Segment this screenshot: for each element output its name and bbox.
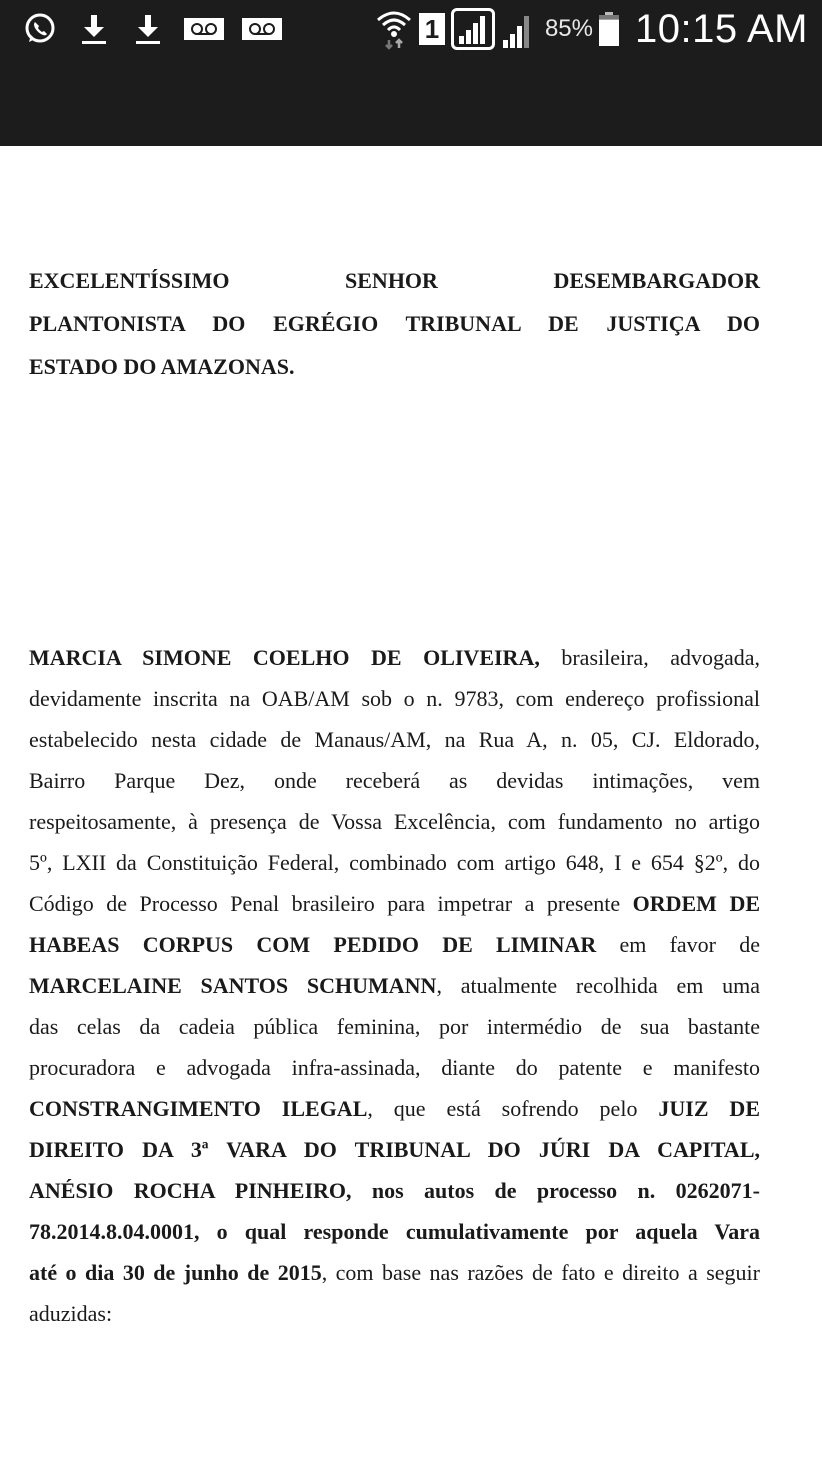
app-toolbar <box>0 58 822 146</box>
body-text: das celas da cadeia pública feminina, por intermédio de sua bastante <box>29 1014 760 1039</box>
paragraph-line <box>29 1047 760 1088</box>
document-heading <box>29 259 760 388</box>
body-text: , com base nas razões de fato e direito a seguir <box>321 1260 760 1285</box>
paragraph-line <box>29 678 760 719</box>
voicemail-icon <box>242 18 282 40</box>
bold-text: HABEAS CORPUS COM PEDIDO DE LIMINAR <box>29 932 597 957</box>
heading-line: ESTADO DO AMAZONAS. <box>29 354 295 379</box>
body-text: brasileira, advogada, <box>539 645 761 670</box>
clock: 10:15 AM <box>634 6 808 51</box>
paragraph-line <box>29 1293 760 1334</box>
body-text: Código de Processo Penal brasileiro para impetrar a presente <box>29 891 633 916</box>
paragraph-line <box>29 883 760 924</box>
heading-line: PLANTONISTA DO EGRÉGIO TRIBUNAL DE JUSTIÇA DO <box>29 311 760 336</box>
paragraph-line <box>29 637 760 678</box>
bold-text: ORDEM DE <box>632 891 761 916</box>
notification-icons <box>22 10 282 48</box>
paragraph-line <box>29 1088 760 1129</box>
bold-text: até o dia 30 de junho de 2015 <box>29 1260 322 1285</box>
paragraph-line <box>29 842 760 883</box>
bold-text: JUIZ DE <box>658 1096 760 1121</box>
paragraph-line <box>29 965 760 1006</box>
heading-word: DESEMBARGADOR <box>553 268 761 293</box>
document-body-paragraph <box>29 637 760 1334</box>
heading-word: SENHOR <box>345 268 438 293</box>
heading-word: EXCELENTÍSSIMO <box>29 268 230 293</box>
battery-fill <box>599 20 619 46</box>
signal-icon <box>451 8 495 50</box>
body-text: Bairro Parque Dez, onde receberá as devidas intimações, vem <box>29 768 760 793</box>
download-icon <box>130 11 166 47</box>
bold-text: 78.2014.8.04.0001, o qual responde cumulativamente por aquela Vara <box>29 1219 760 1244</box>
heading-line <box>29 259 760 302</box>
paragraph-line <box>29 924 760 965</box>
status-bar <box>0 0 822 58</box>
body-text: em favor de <box>596 932 760 957</box>
paragraph-line <box>29 1252 760 1293</box>
paragraph-line <box>29 1211 760 1252</box>
wifi-icon <box>375 8 413 50</box>
paragraph-line <box>29 1129 760 1170</box>
paragraph-line <box>29 760 760 801</box>
bold-text: MARCELAINE SANTOS SCHUMANN <box>29 973 437 998</box>
sim-1-icon: 1 <box>419 13 445 45</box>
download-icon <box>76 11 112 47</box>
bold-text: MARCIA SIMONE COELHO DE OLIVEIRA, <box>29 645 540 670</box>
whatsapp-icon <box>22 11 58 47</box>
body-text: aduzidas: <box>29 1301 113 1326</box>
battery-icon <box>599 12 619 46</box>
bold-text: CONSTRANGIMENTO ILEGAL <box>29 1096 368 1121</box>
body-text: estabelecido nesta cidade de Manaus/AM, na Rua A, n. 05, CJ. Eldorado, <box>29 727 760 752</box>
body-text: 5º, LXII da Constituição Federal, combinado com artigo 648, I e 654 §2º, do <box>29 850 760 875</box>
paragraph-line <box>29 801 760 842</box>
signal-icon <box>501 10 535 48</box>
voicemail-icon <box>184 18 224 40</box>
body-text: respeitosamente, à presença de Vossa Excelência, com fundamento no artigo <box>29 809 760 834</box>
paragraph-line <box>29 1170 760 1211</box>
body-text: procuradora e advogada infra-assinada, diante do patente e manifesto <box>29 1055 760 1080</box>
system-icons <box>375 6 808 52</box>
body-text: devidamente inscrita na OAB/AM sob o n. 9783, com endereço profissional <box>29 686 760 711</box>
battery-percent: 85% <box>544 15 593 42</box>
bold-text: DIREITO DA 3ª VARA DO TRIBUNAL DO JÚRI DA CAPITAL, <box>29 1137 760 1162</box>
body-text: , que está sofrendo pelo <box>367 1096 659 1121</box>
paragraph-line <box>29 1006 760 1047</box>
body-text: , atualmente recolhida em uma <box>436 973 760 998</box>
paragraph-line <box>29 719 760 760</box>
bold-text: ANÉSIO ROCHA PINHEIRO, nos autos de processo n. 0262071- <box>29 1178 760 1203</box>
